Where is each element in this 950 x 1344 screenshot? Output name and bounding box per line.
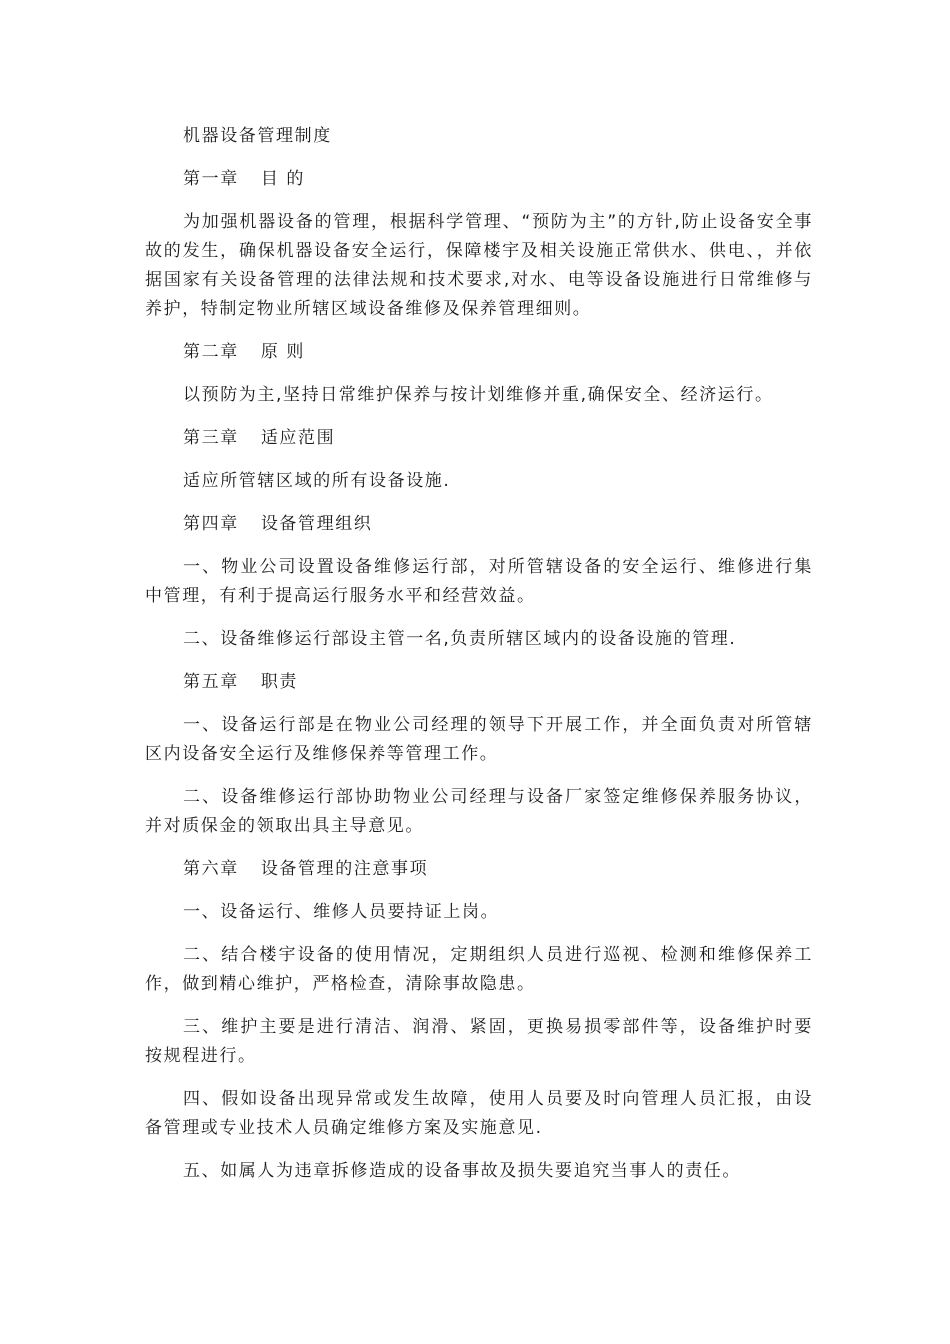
chapter-title: 设备管理组织 xyxy=(260,514,373,534)
paragraph: 一、物业公司设置设备维修运行部，对所管辖设备的安全运行、维修进行集中管理，有利于提高运行服务水平和经营效益。 xyxy=(145,557,813,606)
chapter-title: 目 的 xyxy=(260,169,306,189)
paragraph: 一、设备运行、维修人员要持证上岗。 xyxy=(183,902,500,922)
paragraph: 为加强机器设备的管理，根据科学管理、“预防为主”的方针,防止设备安全事故的发生，确保机器设备安全运行，保障楼宇及相关设施正常供水、供电、，并依据国家有关设备管理的法律法规和技术要求,对水、电等设备设施进行日常维修与养护，特制定物业所辖区域设备维修及保养管理细则。 xyxy=(145,212,813,319)
chapter-number: 第三章 xyxy=(183,428,239,448)
paragraph: 二、设备维修运行部设主管一名,负责所辖区域内的设备设施的管理. xyxy=(183,629,737,649)
chapter-6-heading xyxy=(145,855,813,884)
chapter-number: 第二章 xyxy=(183,342,239,362)
paragraph: 二、设备维修运行部协助物业公司经理与设备厂家签定维修保养服务协议，并对质保金的领取出具主导意见。 xyxy=(145,787,813,836)
chapter-4-heading xyxy=(145,510,813,539)
chapter-1-heading xyxy=(145,165,813,194)
paragraph: 以预防为主,坚持日常维护保养与按计划维修并重,确保安全、经济运行。 xyxy=(183,385,774,405)
chapter-number: 第六章 xyxy=(183,859,239,879)
paragraph: 四、假如设备出现异常或发生故障，使用人员要及时向管理人员汇报，由设备管理或专业技术人员确定维修方案及实施意见. xyxy=(145,1089,813,1138)
document-title: 机器设备管理制度 xyxy=(183,126,332,146)
chapter-title: 原 则 xyxy=(260,342,306,362)
chapter-2-heading xyxy=(145,338,813,367)
paragraph: 适应所管辖区域的所有设备设施. xyxy=(183,471,451,491)
chapter-3-heading xyxy=(145,424,813,453)
chapter-title: 设备管理的注意事项 xyxy=(260,859,429,879)
paragraph: 一、设备运行部是在物业公司经理的领导下开展工作，并全面负责对所管辖区内设备安全运行及维修保养等管理工作。 xyxy=(145,715,813,764)
paragraph: 五、如属人为违章拆修造成的设备事故及损失要追究当事人的责任。 xyxy=(183,1161,741,1181)
chapter-number: 第一章 xyxy=(183,169,239,189)
chapter-title: 适应范围 xyxy=(260,428,336,448)
chapter-number: 第五章 xyxy=(183,672,239,692)
chapter-number: 第四章 xyxy=(183,514,239,534)
chapter-title: 职责 xyxy=(260,672,299,692)
document-page xyxy=(145,122,813,1186)
paragraph: 二、结合楼宇设备的使用情况，定期组织人员进行巡视、检测和维修保养工作，做到精心维护，严格检查，清除事故隐患。 xyxy=(145,945,813,994)
chapter-5-heading xyxy=(145,668,813,697)
paragraph: 三、维护主要是进行清洁、润滑、紧固，更换易损零部件等，设备维护时要按规程进行。 xyxy=(145,1017,813,1066)
